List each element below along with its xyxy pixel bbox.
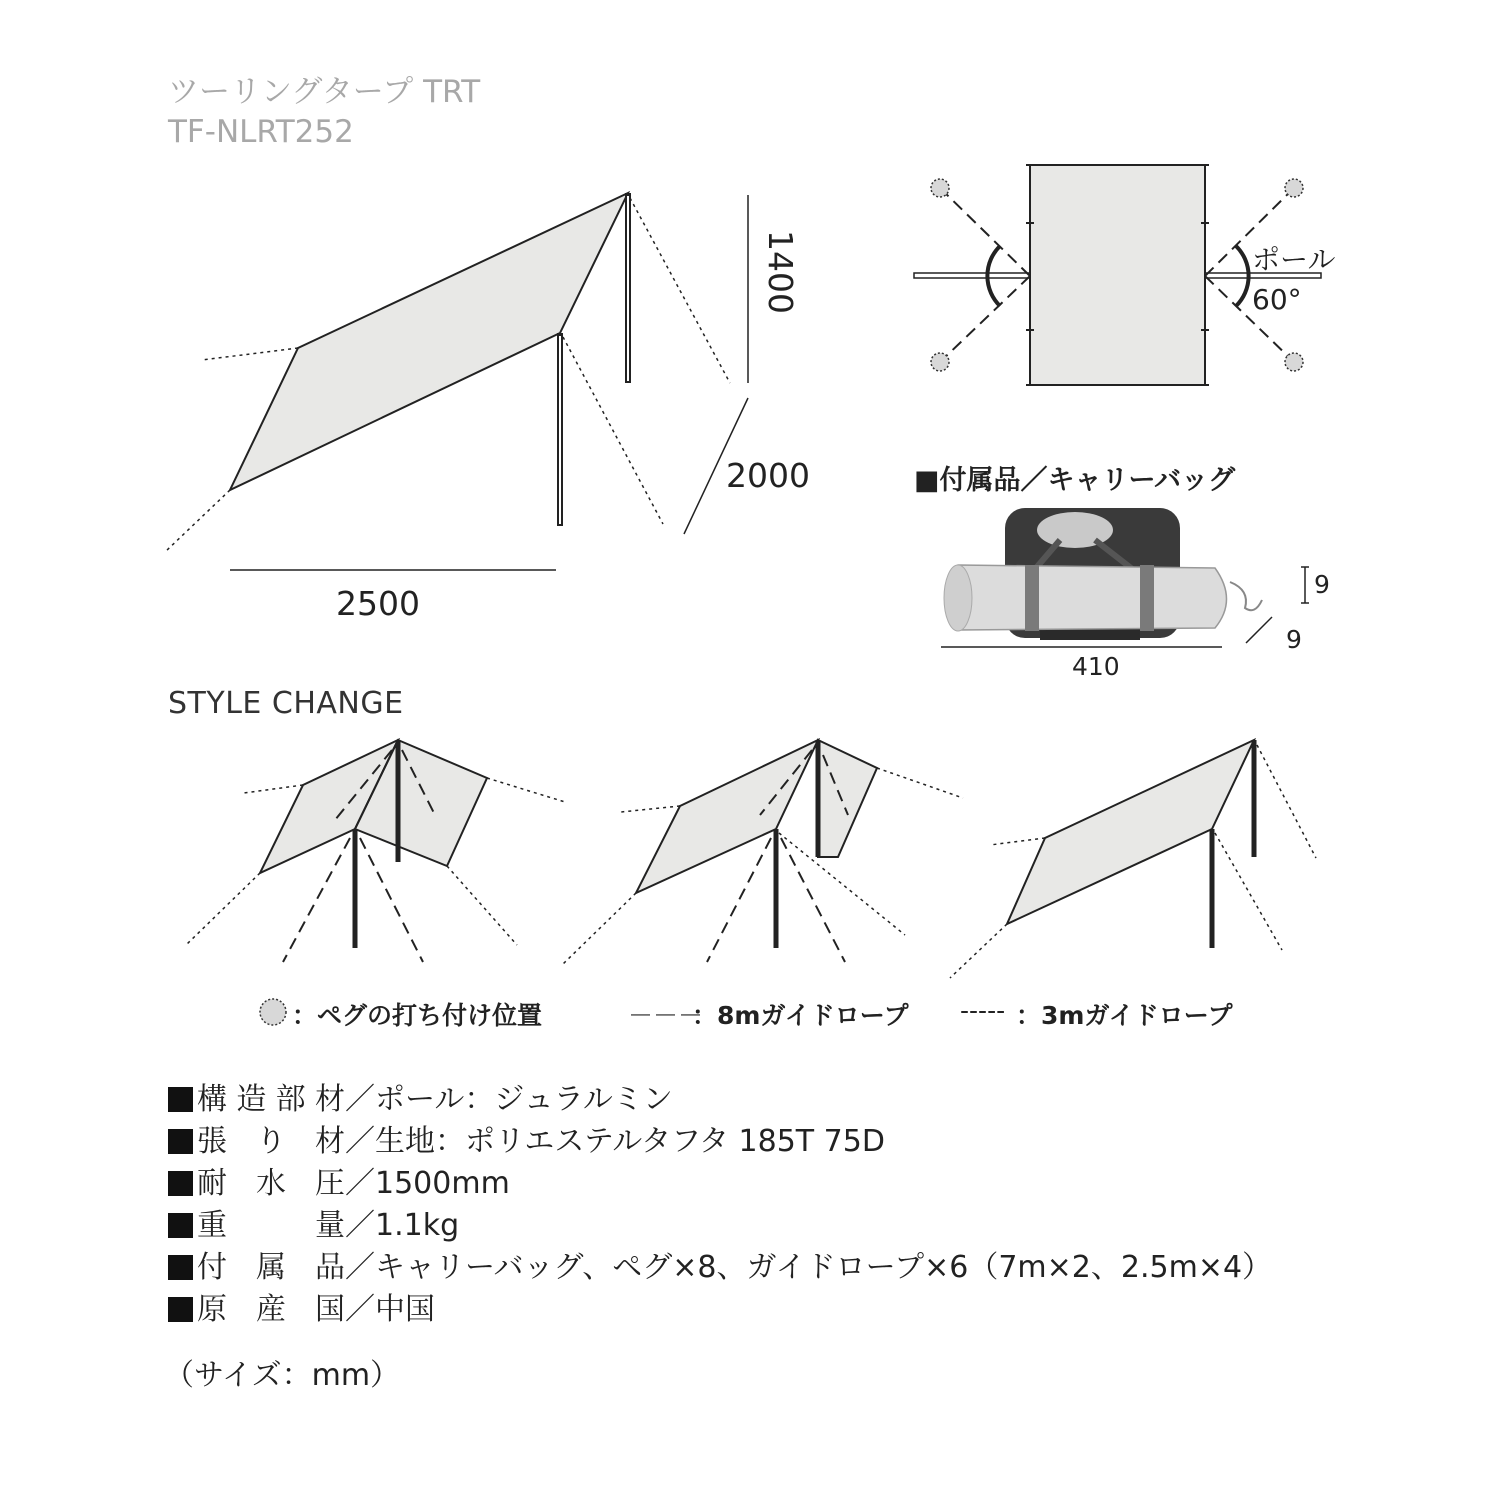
spec-row-weight xyxy=(168,1206,459,1246)
style-change-3 xyxy=(950,740,1316,978)
legend-3m-rope: ：3mガイドロープ xyxy=(1016,1001,1233,1030)
spec-row-water-pressure xyxy=(168,1164,510,1204)
spec-row-structure xyxy=(168,1080,673,1120)
legend-3m-symbol: ‐‐‐‐‐ xyxy=(960,996,1006,1025)
spec-value: 生地：ポリエステルタフタ 185T 75D xyxy=(375,1124,885,1159)
spec-label: 張り材 xyxy=(197,1124,345,1159)
bullet-square-icon xyxy=(168,1129,193,1154)
pole-label: ポール xyxy=(1252,243,1336,276)
spec-separator: ／ xyxy=(345,1166,375,1201)
style-change-2 xyxy=(563,740,963,964)
product-name: ツーリングタープ TRT xyxy=(168,74,481,110)
spec-label: 耐水圧 xyxy=(197,1166,345,1201)
spec-separator: ／ xyxy=(345,1124,375,1159)
style-change-heading: STYLE CHANGE xyxy=(168,686,404,721)
spec-separator: ／ xyxy=(345,1208,375,1243)
bag-depth-dimension: 9 xyxy=(1286,625,1302,654)
spec-label: 構造部材 xyxy=(197,1082,345,1117)
legend-8m-rope: ：8mガイドロープ xyxy=(692,1001,909,1030)
spec-value: 1500mm xyxy=(375,1166,510,1201)
angle-label: 60° xyxy=(1252,283,1302,316)
main-tarp-illustration xyxy=(165,193,748,570)
spec-row-material xyxy=(168,1122,885,1162)
style-change-1 xyxy=(186,740,565,962)
legend-8m-symbol: －－－ xyxy=(628,1001,704,1030)
bag-height-dimension: 9 xyxy=(1314,570,1330,599)
bullet-square-icon xyxy=(168,1171,193,1196)
size-unit-note: （サイズ：mm） xyxy=(164,1358,401,1393)
spec-separator: ／ xyxy=(345,1082,375,1117)
spec-value: ポール：ジュラルミン xyxy=(375,1082,673,1117)
peg-legend-icon xyxy=(260,999,286,1025)
spec-value: 1.1kg xyxy=(375,1208,460,1243)
bullet-square-icon xyxy=(168,1297,193,1322)
spec-label: 重量 xyxy=(197,1208,345,1243)
legend-peg-position: ：ペグの打ち付け位置 xyxy=(292,1001,543,1030)
height-dimension: 1400 xyxy=(761,230,800,314)
depth-dimension: 2000 xyxy=(726,456,810,495)
spec-row-accessories xyxy=(168,1248,1272,1288)
spec-row-origin xyxy=(168,1290,435,1330)
spec-value: 中国 xyxy=(375,1292,435,1327)
spec-separator: ／ xyxy=(345,1250,375,1285)
spec-label: 付属品 xyxy=(197,1250,345,1285)
bullet-square-icon xyxy=(168,1255,193,1280)
bullet-square-icon xyxy=(168,1213,193,1238)
spec-separator: ／ xyxy=(345,1292,375,1327)
width-dimension: 2500 xyxy=(336,584,420,623)
model-number: TF-NLRT252 xyxy=(168,114,354,150)
carry-bag-photo xyxy=(941,508,1309,647)
spec-value: キャリーバッグ、ペグ×8、ガイドロープ×6（7m×2、2.5m×4） xyxy=(375,1250,1273,1285)
bullet-square-icon xyxy=(168,1087,193,1112)
spec-label: 原産国 xyxy=(197,1292,345,1327)
accessory-heading: ■付属品／キャリーバッグ xyxy=(914,465,1236,496)
bag-length-dimension: 410 xyxy=(1072,652,1120,681)
